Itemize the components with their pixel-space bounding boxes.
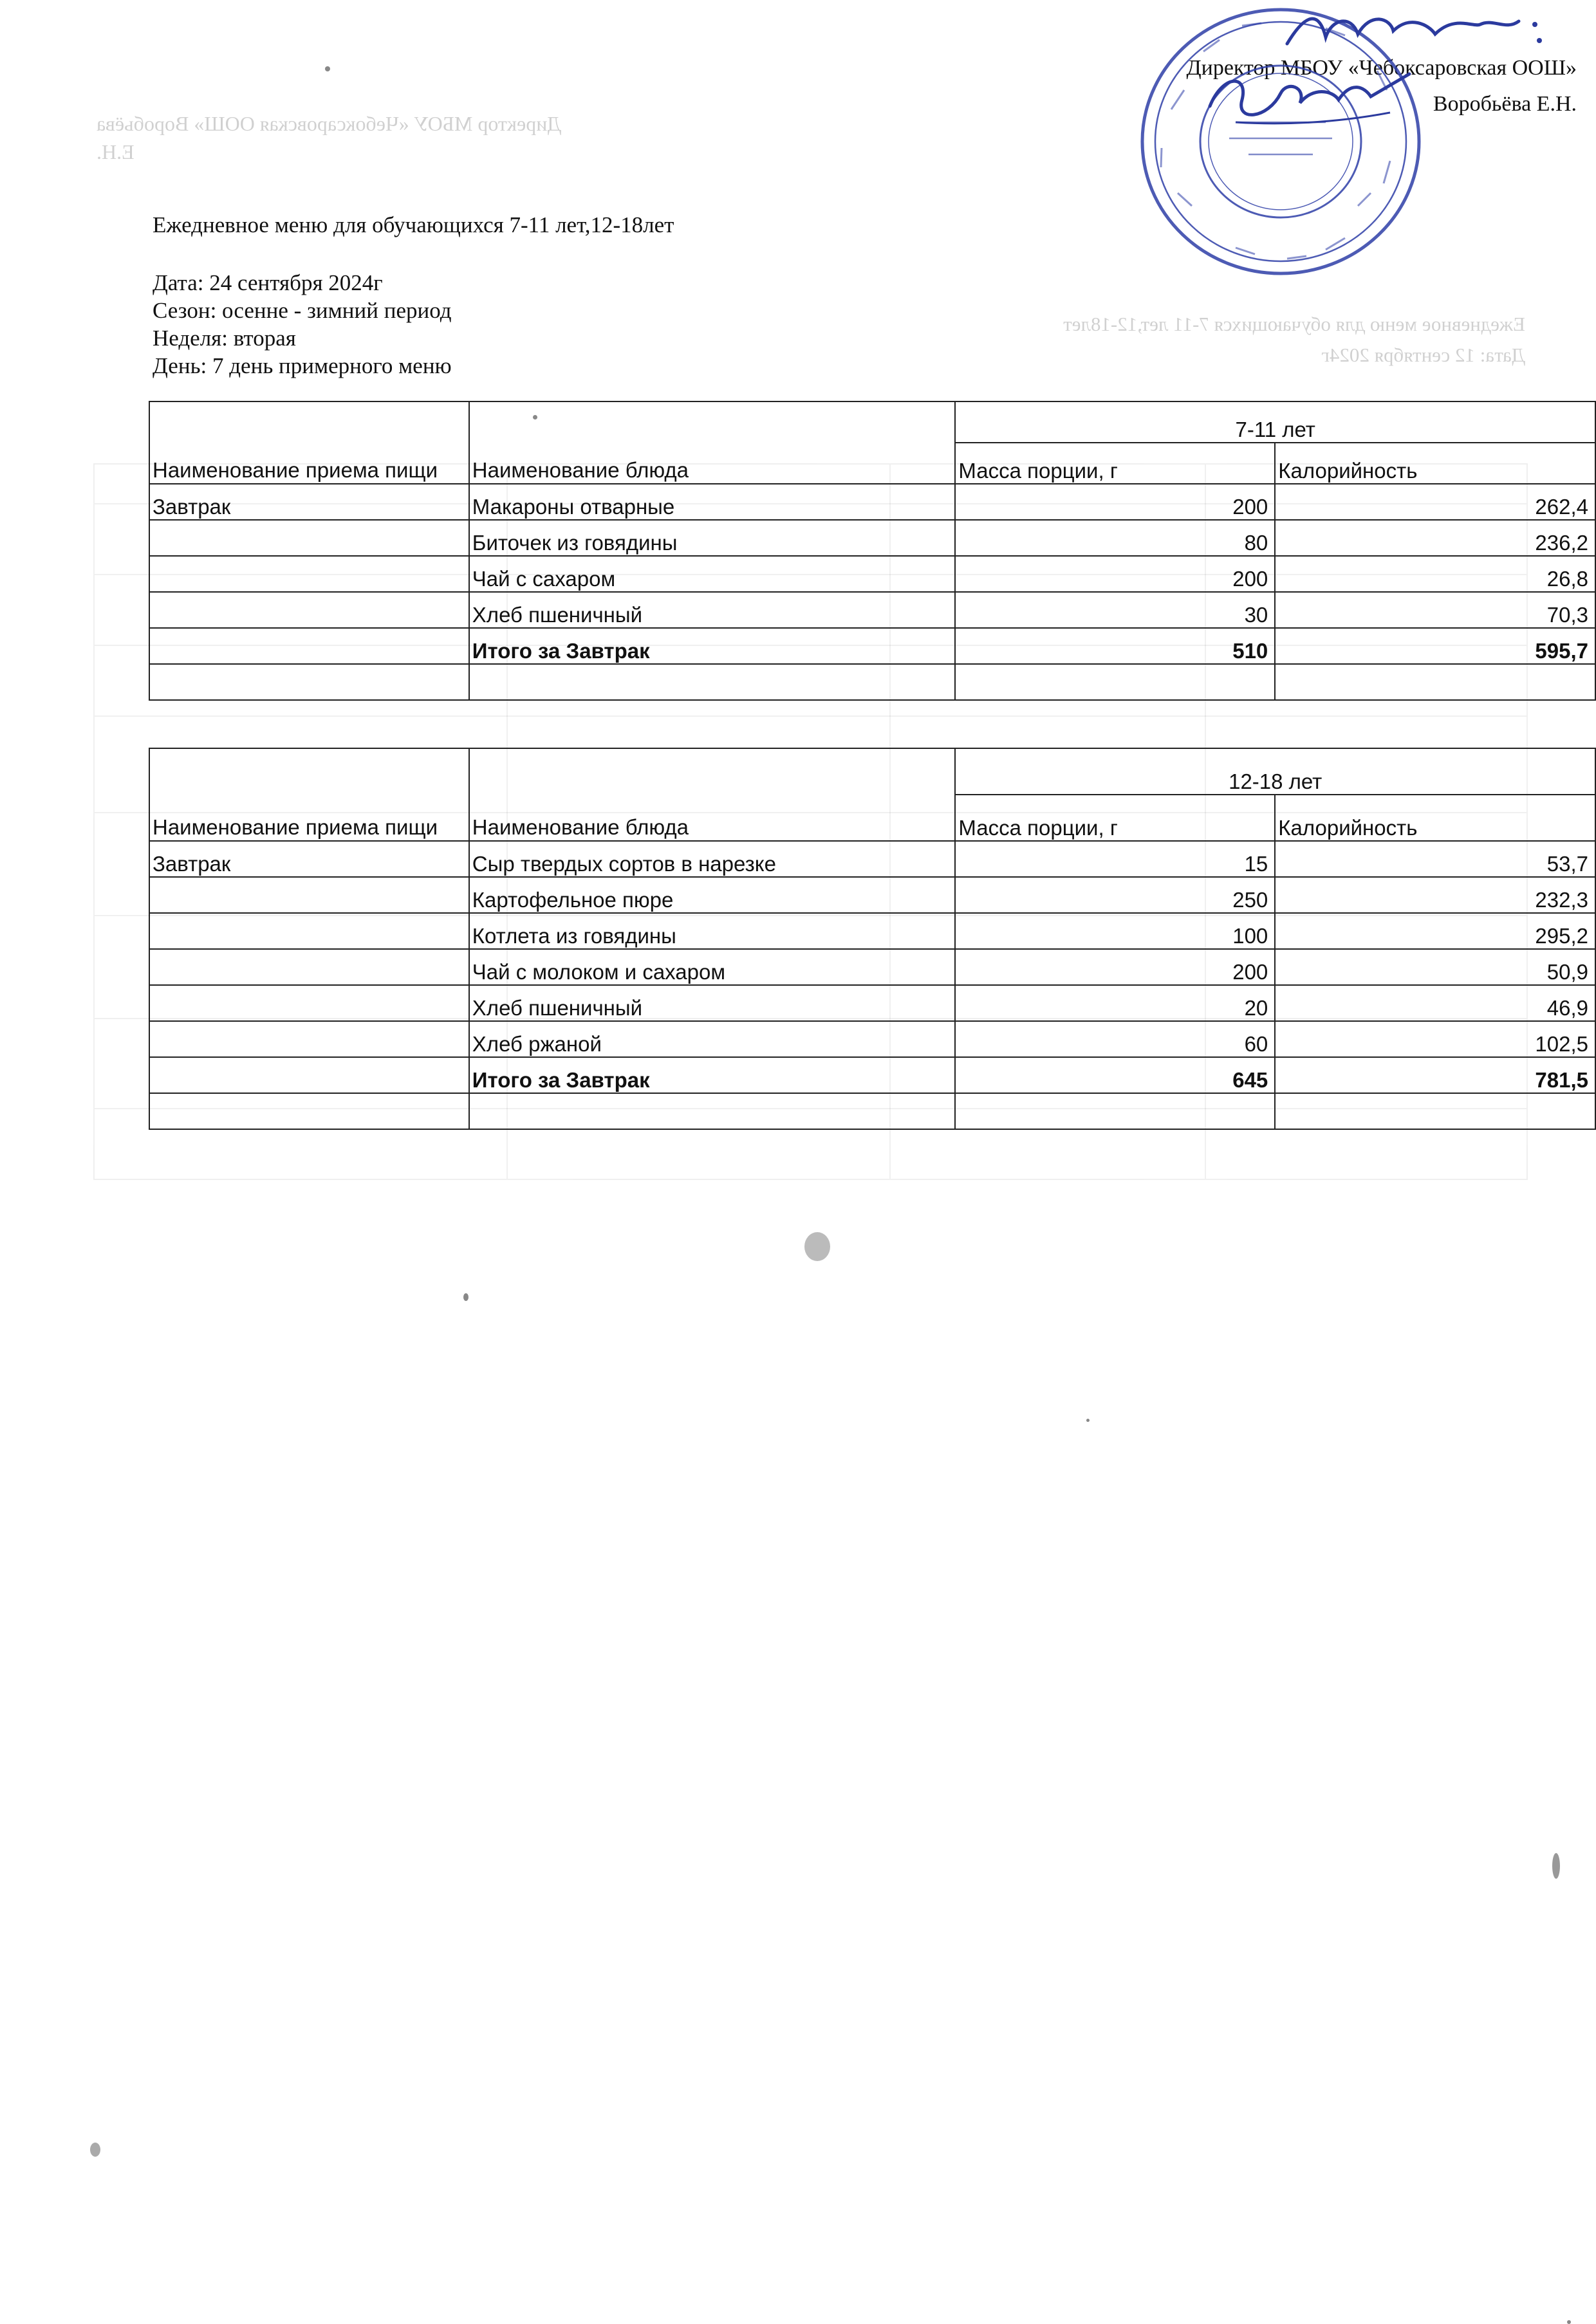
cell-dish: Хлеб пшеничный xyxy=(469,592,956,628)
menu-title: Ежедневное меню для обучающихся 7-11 лет,12-18лет xyxy=(153,212,674,237)
cell-calories: 26,8 xyxy=(1275,556,1595,592)
table-total-row xyxy=(149,628,1595,664)
header-calories: Калорийность xyxy=(1275,795,1595,841)
director-signature xyxy=(1197,61,1429,132)
header-mass: Масса порции, г xyxy=(955,795,1275,841)
cell-calories: 295,2 xyxy=(1275,913,1595,949)
cell-calories: 102,5 xyxy=(1275,1021,1595,1057)
cell-dish: Чай с сахаром xyxy=(469,556,956,592)
cell-mass: 200 xyxy=(955,556,1275,592)
approval-position: Директор МБОУ «Чебоксаровская ООШ» xyxy=(1186,56,1577,80)
cell-dish: Котлета из говядины xyxy=(469,913,956,949)
cell-dish: Картофельное пюре xyxy=(469,877,956,913)
table-empty-row xyxy=(149,664,1595,700)
approval-name: Воробьёва Е.Н. xyxy=(1433,92,1577,116)
cell-calories: 46,9 xyxy=(1275,985,1595,1021)
cell-dish: Макароны отварные xyxy=(469,484,956,520)
header-dish: Наименование блюда xyxy=(469,401,956,484)
table-total-row xyxy=(149,1057,1595,1093)
cell-calories: 232,3 xyxy=(1275,877,1595,913)
cell-total-mass: 510 xyxy=(955,628,1275,664)
scan-speck xyxy=(325,66,330,71)
table-row xyxy=(149,913,1595,949)
scan-speck xyxy=(1552,1853,1560,1879)
cell-mass: 200 xyxy=(955,484,1275,520)
cell-calories: 236,2 xyxy=(1275,520,1595,556)
cell-dish: Сыр твердых сортов в нарезке xyxy=(469,841,956,877)
cell-meal xyxy=(149,913,469,949)
cell-calories: 262,4 xyxy=(1275,484,1595,520)
header-dish: Наименование блюда xyxy=(469,748,956,841)
header-mass: Масса порции, г xyxy=(955,443,1275,484)
scan-speck xyxy=(1086,1419,1090,1422)
age-group-label: 12-18 лет xyxy=(955,748,1595,795)
table-row xyxy=(149,556,1595,592)
header-calories: Калорийность xyxy=(1275,443,1595,484)
menu-date: Дата: 24 сентября 2024г xyxy=(153,270,383,295)
cell-mass: 100 xyxy=(955,913,1275,949)
table-row xyxy=(149,877,1595,913)
bleed-through-header xyxy=(895,309,1525,371)
cell-meal xyxy=(149,556,469,592)
cell-calories: 53,7 xyxy=(1275,841,1595,877)
cell-total-calories: 781,5 xyxy=(1275,1057,1595,1093)
cell-dish: Биточек из говядины xyxy=(469,520,956,556)
cell-meal xyxy=(149,985,469,1021)
scan-speck xyxy=(90,2143,100,2157)
table-row xyxy=(149,520,1595,556)
menu-meta xyxy=(153,269,452,380)
table-row xyxy=(149,949,1595,985)
menu-week: Неделя: вторая xyxy=(153,326,296,351)
table-row xyxy=(149,985,1595,1021)
bleed-through-approval xyxy=(97,109,598,166)
scan-speck xyxy=(804,1232,830,1261)
cell-dish: Хлеб пшеничный xyxy=(469,985,956,1021)
cell-mass: 200 xyxy=(955,949,1275,985)
menu-table-7-11 xyxy=(149,401,1596,701)
cell-dish: Хлеб ржаной xyxy=(469,1021,956,1057)
menu-season: Сезон: осенне - зимний период xyxy=(153,298,452,323)
cell-meal xyxy=(149,592,469,628)
cell-meal xyxy=(149,1021,469,1057)
cell-mass: 15 xyxy=(955,841,1275,877)
cell-meal xyxy=(149,949,469,985)
table-row xyxy=(149,841,1595,877)
table-row xyxy=(149,592,1595,628)
bleed-through-date: Дата: 12 сентября 2024г xyxy=(1321,344,1525,366)
cell-dish: Чай с молоком и сахаром xyxy=(469,949,956,985)
cell-meal xyxy=(149,1057,469,1093)
header-meal: Наименование приема пищи xyxy=(149,401,469,484)
cell-mass: 250 xyxy=(955,877,1275,913)
cell-meal: Завтрак xyxy=(149,484,469,520)
bleed-through-title: Ежедневное меню для обучающихся 7-11 лет,12-18лет xyxy=(1063,313,1525,335)
cell-total-mass: 645 xyxy=(955,1057,1275,1093)
table-empty-row xyxy=(149,1093,1595,1129)
scan-speck xyxy=(463,1293,469,1301)
cell-meal xyxy=(149,877,469,913)
scan-speck xyxy=(533,415,537,420)
bleed-through-approval-text: Директор МБОУ «Чебоксаровская ООШ» Воробьёва Е.Н. xyxy=(97,112,562,163)
scan-speck xyxy=(1567,2320,1571,2324)
cell-mass: 80 xyxy=(955,520,1275,556)
cell-total-calories: 595,7 xyxy=(1275,628,1595,664)
cell-meal: Завтрак xyxy=(149,841,469,877)
cell-mass: 30 xyxy=(955,592,1275,628)
header-meal: Наименование приема пищи xyxy=(149,748,469,841)
cell-mass: 60 xyxy=(955,1021,1275,1057)
table-row xyxy=(149,1021,1595,1057)
cell-meal xyxy=(149,520,469,556)
cell-meal xyxy=(149,628,469,664)
cell-calories: 50,9 xyxy=(1275,949,1595,985)
cell-mass: 20 xyxy=(955,985,1275,1021)
cell-total-label: Итого за Завтрак xyxy=(469,1057,956,1093)
menu-table-12-18 xyxy=(149,748,1596,1130)
signature-scribble-top xyxy=(1281,5,1551,57)
cell-total-label: Итого за Завтрак xyxy=(469,628,956,664)
age-group-label: 7-11 лет xyxy=(955,401,1595,443)
menu-day: День: 7 день примерного меню xyxy=(153,353,452,378)
cell-calories: 70,3 xyxy=(1275,592,1595,628)
table-row xyxy=(149,484,1595,520)
